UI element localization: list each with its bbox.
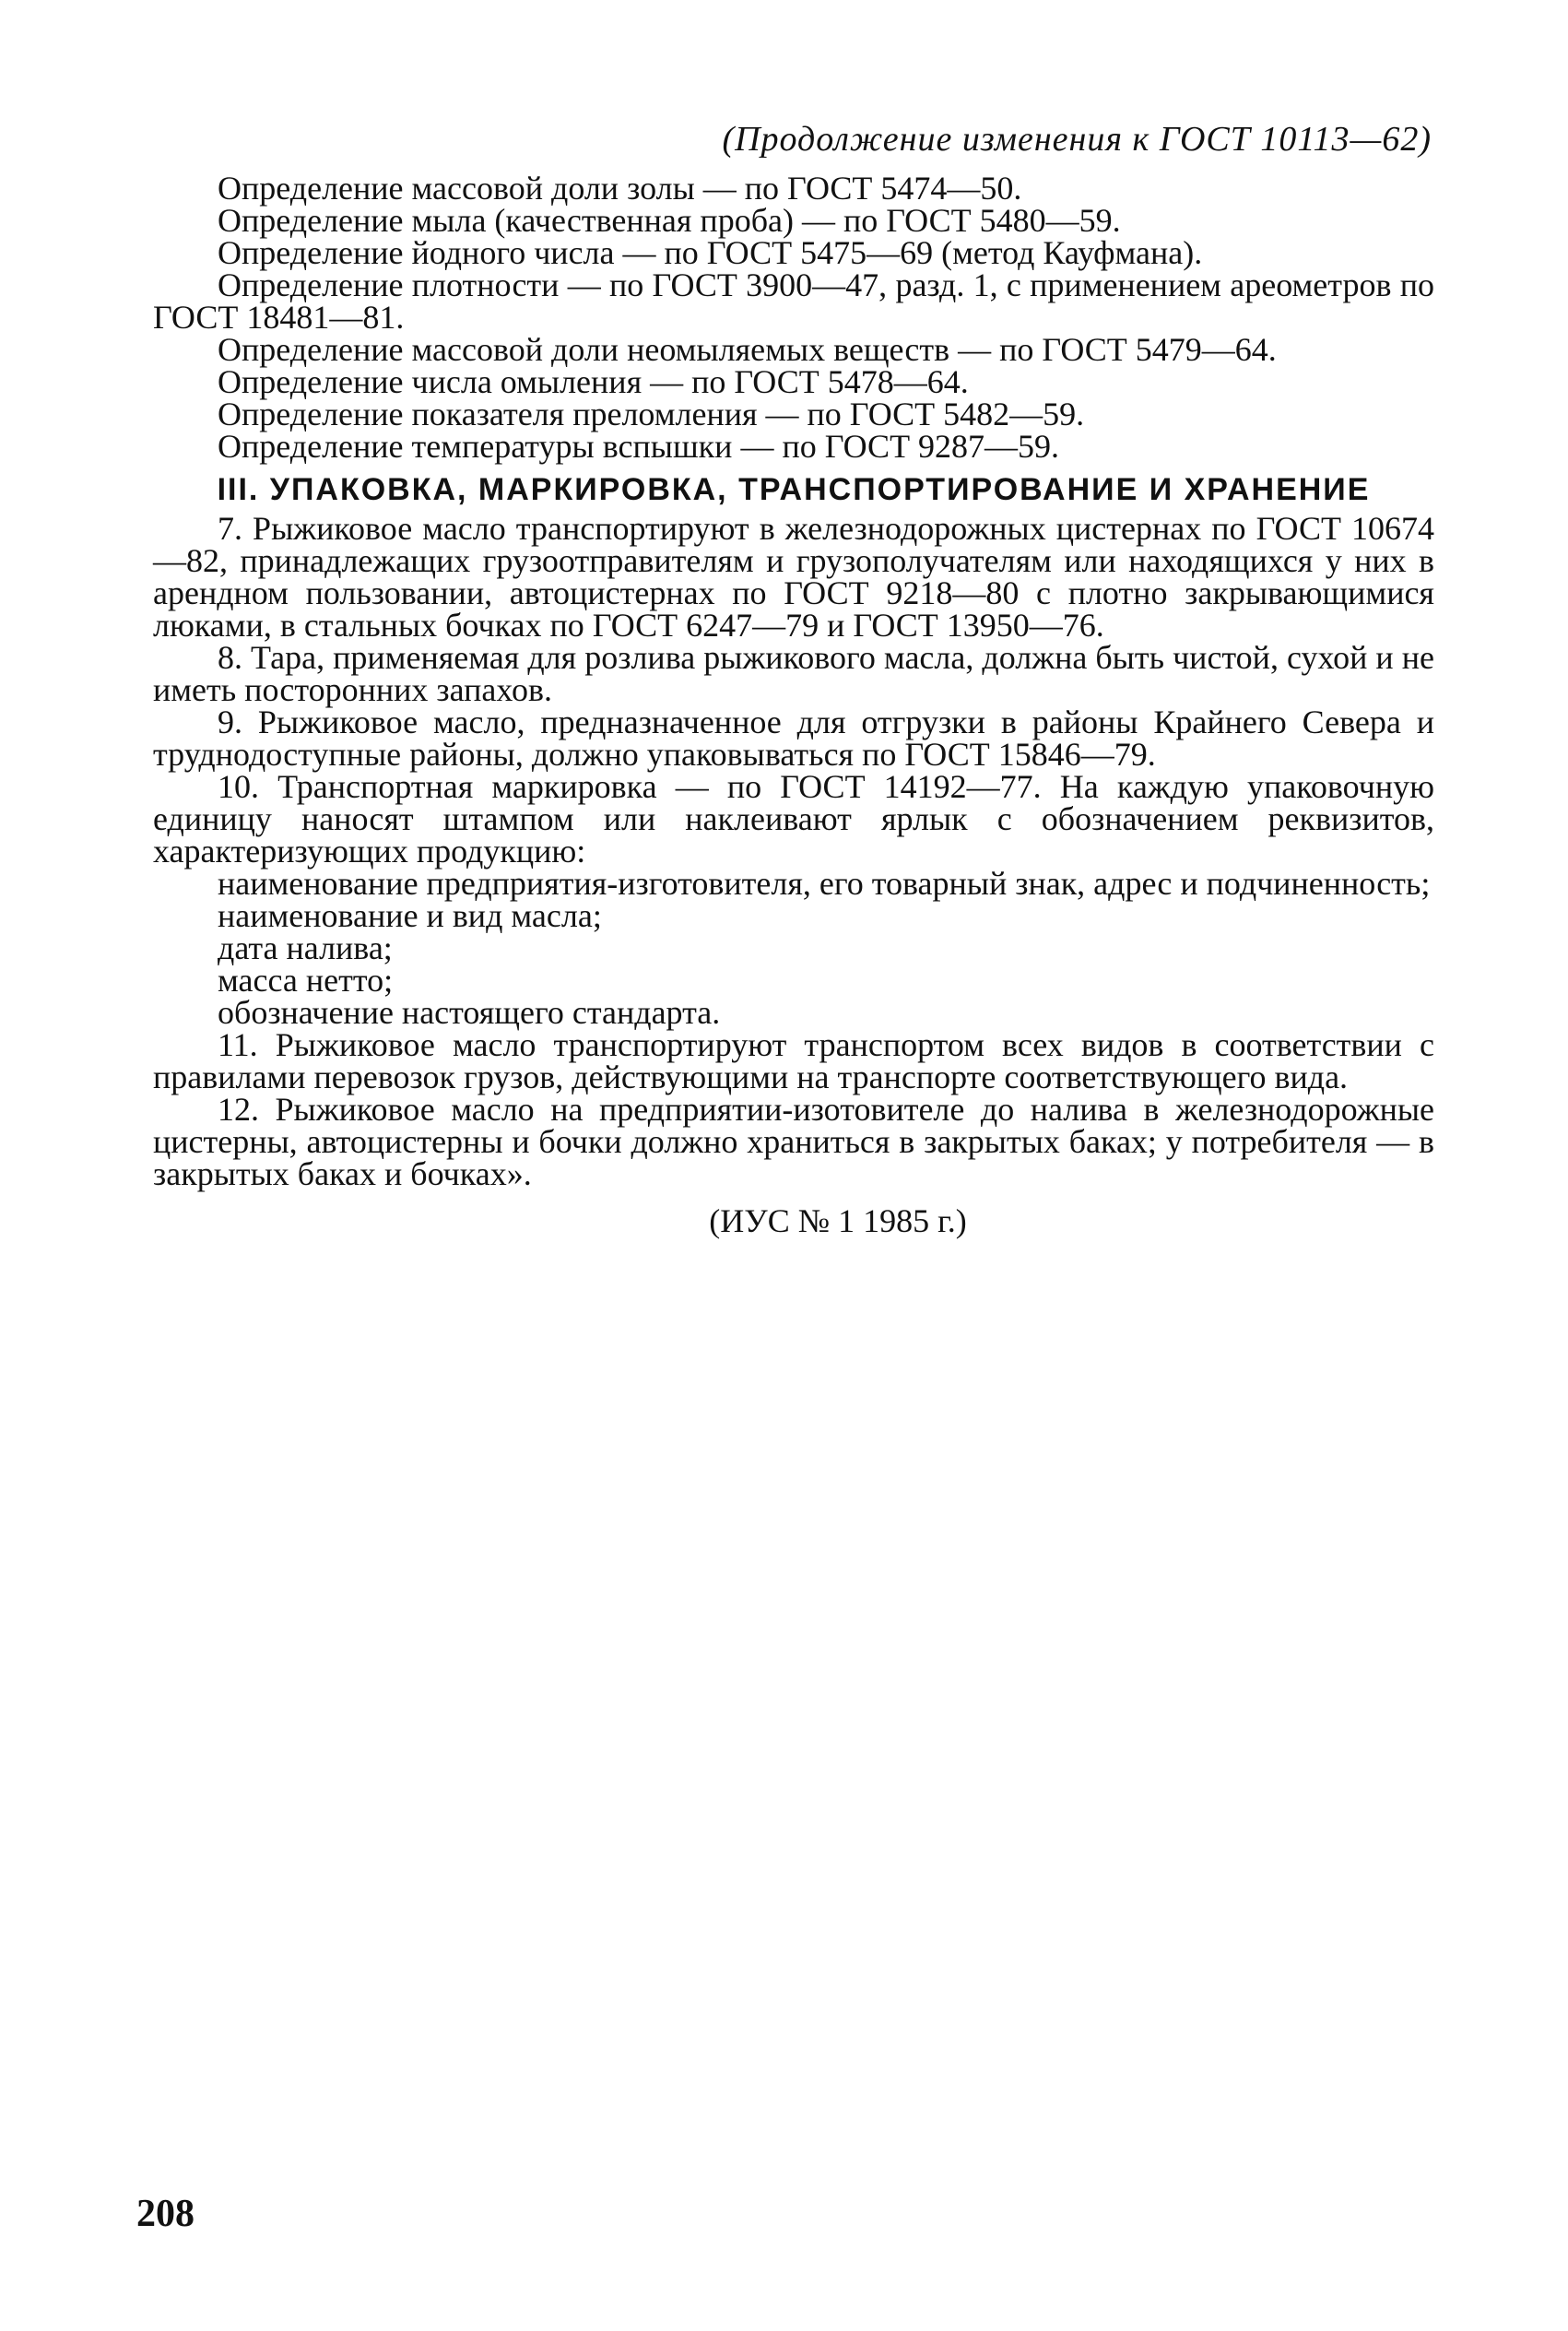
method-unsaponifiable: Определение массовой доли неомыляемых веществ — по ГОСТ 5479—64.	[218, 331, 1277, 368]
ius-reference: (ИУС № 1 1985 г.)	[709, 1202, 967, 1239]
document-body	[153, 172, 1434, 1237]
page-number: 208	[136, 2193, 195, 2235]
requisite-manufacturer: наименование предприятия-изготовителя, его товарный знак, адрес и подчиненность;	[218, 865, 1431, 902]
method-saponification: Определение числа омыления — по ГОСТ 5478—64.	[218, 363, 969, 400]
paragraph-9: 9. Рыжиковое масло, предназначенное для отгрузки в районы Крайнего Севера и труднодоступные районы, должно упаковываться по ГОСТ 15846—79.	[153, 704, 1434, 773]
paragraph-12: 12. Рыжиковое масло на предприятии-изотовителе до налива в железнодорожные цистерны, автоцистерны и бочки должно храниться в закрытых баках; у потребителя — в закрытых баках и бочках».	[153, 1091, 1434, 1192]
method-refraction: Определение показателя преломления — по ГОСТ 5482—59.	[218, 396, 1085, 432]
method-iodine: Определение йодного числа — по ГОСТ 5475—69 (метод Кауфмана).	[218, 234, 1203, 271]
section-title: III. УПАКОВКА, МАРКИРОВКА, ТРАНСПОРТИРОВАНИЕ И ХРАНЕНИЕ	[217, 472, 1371, 507]
page-header: (Продолжение изменения к ГОСТ 10113—62)	[722, 120, 1432, 159]
method-ash: Определение массовой доли золы — по ГОСТ 5474—50.	[218, 170, 1022, 207]
requisite-fill-date: дата налива;	[218, 929, 393, 966]
method-flash-point: Определение температуры вспышки — по ГОСТ 9287—59.	[218, 428, 1060, 465]
paragraph-8: 8. Тара, применяемая для розлива рыжикового масла, должна быть чистой, сухой и не иметь посторонних запахов.	[153, 639, 1434, 708]
paragraph-11: 11. Рыжиковое масло транспортируют транспортом всех видов в соответствии с правилами перевозок грузов, действующими на транспорте соответствующего вида.	[153, 1026, 1434, 1095]
requisite-standard: обозначение настоящего стандарта.	[218, 994, 721, 1031]
method-density: Определение плотности — по ГОСТ 3900—47, разд. 1, с применением ареометров по ГОСТ 18481—81.	[153, 266, 1434, 336]
paragraph-7: 7. Рыжиковое масло транспортируют в железнодорожных цистернах по ГОСТ 10674—82, принадлежащих грузоотправителям и грузополучателям или находящихся у них в арендном пользовании, автоцистернах по ГОСТ 9218—80 с плотно закрывающимися люками, в стальных бочках по ГОСТ 6247—79 и ГОСТ 13950—76.	[153, 510, 1434, 644]
paragraph-10: 10. Транспортная маркировка — по ГОСТ 14192—77. На каждую упаковочную единицу наносят штампом или наклеивают ярлык с обозначением реквизитов, характеризующих продукцию:	[153, 768, 1434, 870]
method-soap: Определение мыла (качественная проба) — по ГОСТ 5480—59.	[218, 202, 1121, 239]
requisite-oil-type: наименование и вид масла;	[218, 897, 602, 934]
requisite-net-mass: масса нетто;	[218, 962, 394, 999]
